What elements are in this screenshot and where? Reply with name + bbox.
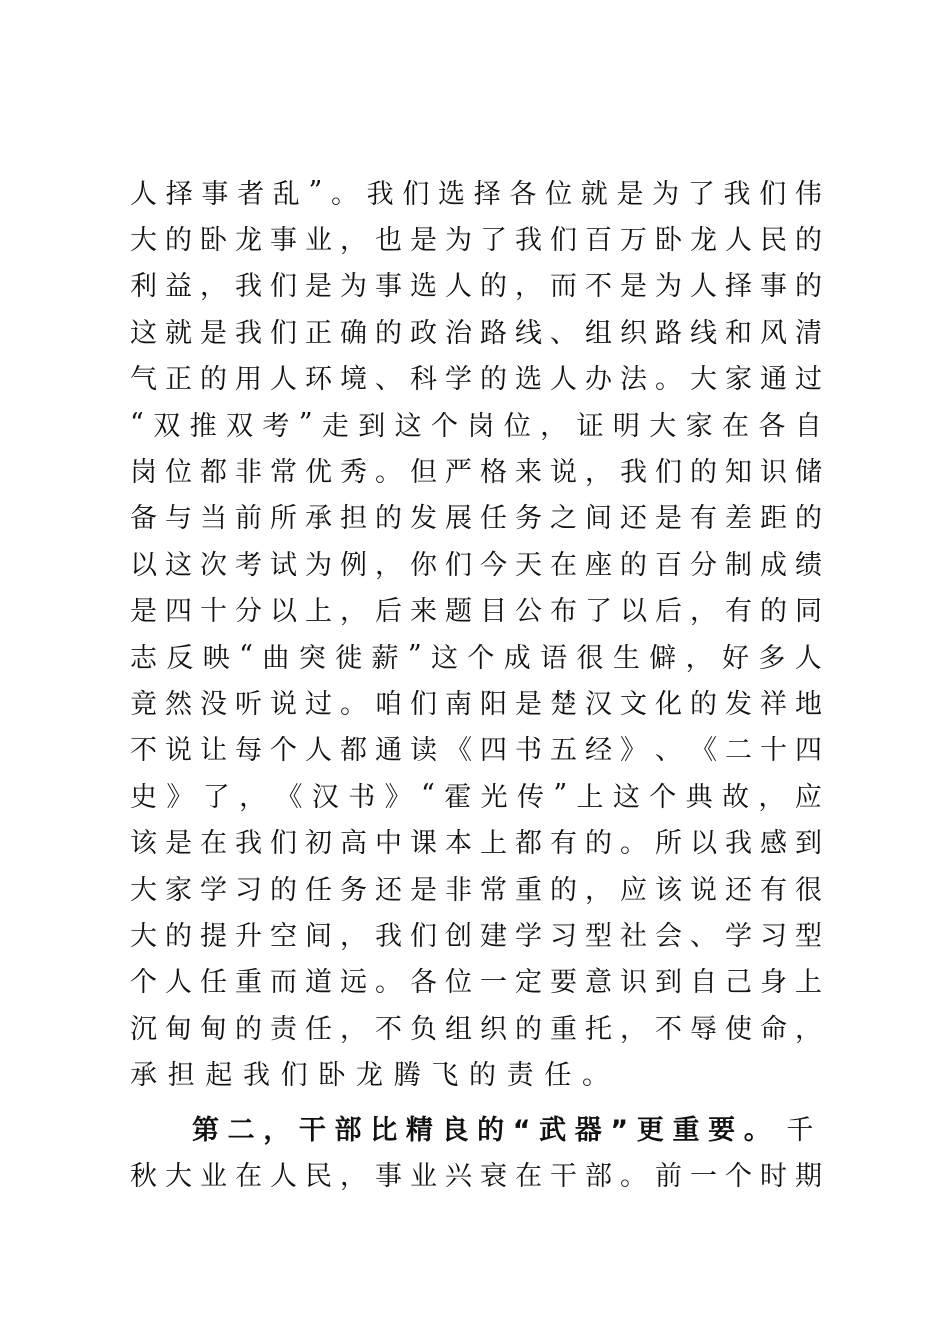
text-line: 大 家 学 习 的 任 务 还 是 非 常 重 的 ， 应 该 说 还 有 很 <box>130 874 822 906</box>
text-line: 是 四 十 分 以 上 ， 后 来 题 目 公 布 了 以 后 ， 有 的 同 <box>130 596 822 628</box>
text-line: 大 的 卧 龙 事 业 ， 也 是 为 了 我 们 百 万 卧 龙 人 民 的 <box>130 225 822 257</box>
text-line: 利 益 ， 我 们 是 为 事 选 人 的 ， 而 不 是 为 人 择 事 的 <box>130 271 822 303</box>
body-text <box>130 168 822 1197</box>
text-line: 备 与 当 前 所 承 担 的 发 展 任 务 之 间 还 是 有 差 距 的 <box>130 503 822 535</box>
section-heading-continuation: 千 <box>786 1114 822 1146</box>
text-line: 气 正 的 用 人 环 境 、 科 学 的 选 人 办 法 。 大 家 通 过 <box>130 364 822 396</box>
text-line-paragraph-end: 承担起我们卧龙腾飞的责任。 <box>130 1060 620 1092</box>
section-heading-line <box>130 1104 822 1150</box>
text-line: 不 说 让 每 个 人 都 通 读 《 四 书 五 经 》 、 《 二 十 四 <box>130 735 822 767</box>
text-line: 以 这 次 考 试 为 例 ， 你 们 今 天 在 座 的 百 分 制 成 绩 <box>130 549 822 581</box>
text-line: 竟 然 没 听 说 过 。 咱 们 南 阳 是 楚 汉 文 化 的 发 祥 地 <box>130 688 822 720</box>
text-line: 岗 位 都 非 常 优 秀 。 但 严 格 来 说 ， 我 们 的 知 识 储 <box>130 457 822 489</box>
text-line: 志 反 映 “ 曲 突 徙 薪 ” 这 个 成 语 很 生 僻 ， 好 多 人 <box>130 639 822 674</box>
text-line: 个 人 任 重 而 道 远 。 各 位 一 定 要 意 识 到 自 己 身 上 <box>130 967 822 999</box>
text-line: “ 双 推 双 考 ” 走 到 这 个 岗 位 ， 证 明 大 家 在 各 自 <box>130 407 822 442</box>
text-line: 沉 甸 甸 的 责 任 ， 不 负 组 织 的 重 托 ， 不 辱 使 命 ， <box>130 1013 822 1045</box>
text-line: 人 择 事 者 乱 ” 。 我 们 选 择 各 位 就 是 为 了 我 们 伟 <box>130 175 822 210</box>
text-line: 这 就 是 我 们 正 确 的 政 治 路 线 、 组 织 路 线 和 风 清 <box>130 317 822 349</box>
text-line: 该 是 在 我 们 初 高 中 课 本 上 都 有 的 。 所 以 我 感 到 <box>130 828 822 860</box>
text-line: 大 的 提 升 空 间 ， 我 们 创 建 学 习 型 社 会 、 学 习 型 <box>130 920 822 952</box>
text-line: 史 》 了 ， 《 汉 书 》 “ 霍 光 传 ” 上 这 个 典 故 ， 应 <box>130 778 822 813</box>
text-line: 秋 大 业 在 人 民 ， 事 业 兴 衰 在 干 部 。 前 一 个 时 期 <box>130 1160 822 1192</box>
section-heading: 第二，干部比精良的“武器”更重要。 <box>192 1114 780 1146</box>
